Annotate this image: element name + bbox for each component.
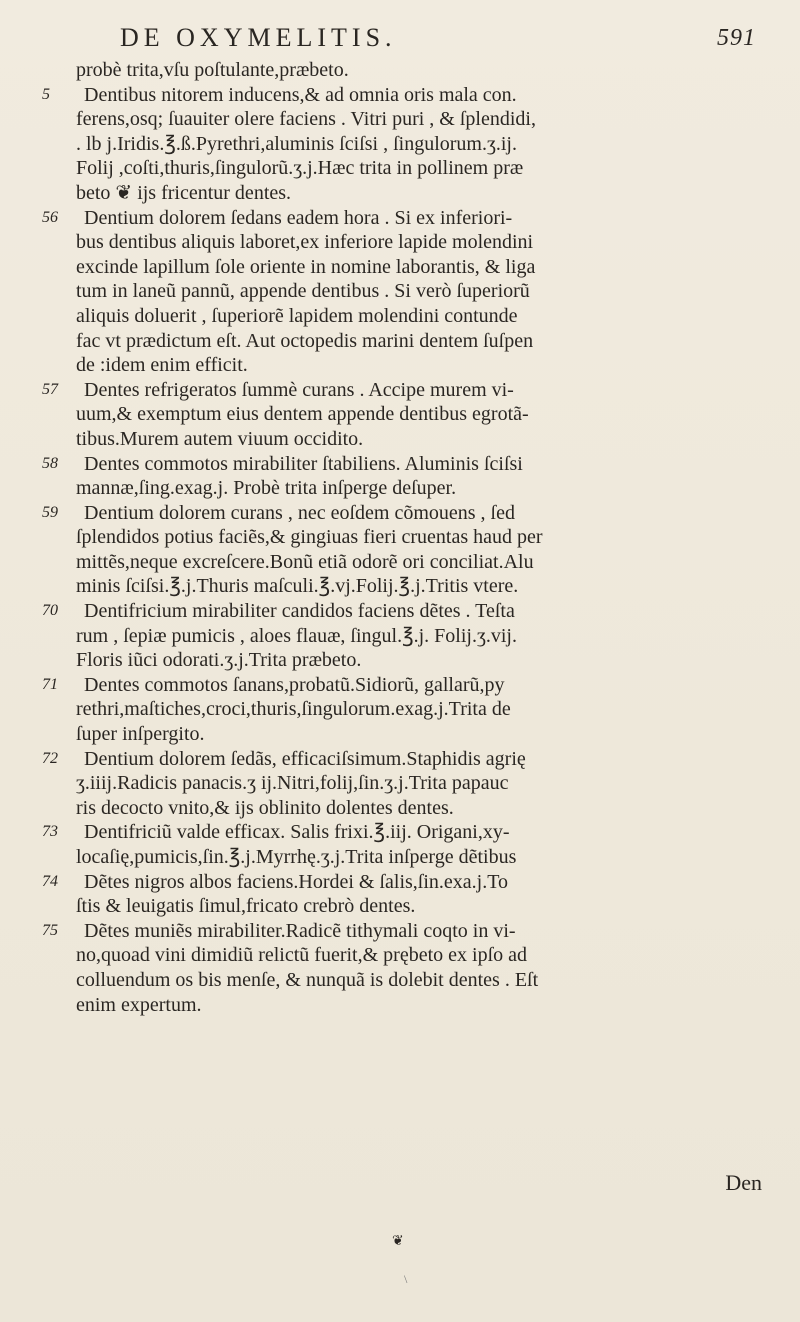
text-line: Dentes refrigeratos ſummè curans . Accipe murem vi- (84, 378, 514, 401)
text-line: uum,& exemptum eius dentem appende dentibus egrotã- (76, 403, 529, 426)
text-line: beto ❦ ijs fricentur dentes. (76, 181, 292, 204)
stray-mark: \ (404, 1272, 408, 1286)
entry-number: 5 (42, 85, 50, 103)
text-line: Dentibus nitorem inducens,& ad omnia oris mala con. (84, 83, 517, 106)
recipe-entry (44, 599, 784, 673)
text-line: Dentium dolorem ſedans eadem hora . Si ex inferiori- (84, 206, 513, 229)
text-line: Dentium dolorem ſedãs, efficaciſsimum.Staphidis agrię (84, 747, 526, 770)
text-line: aliquis doluerit , ſuperiorẽ lapidem molendini contunde (76, 304, 518, 327)
recipe-entry (44, 870, 784, 919)
recipe-entry (44, 919, 784, 1017)
text-line: ʒ.iiij.Radicis panacis.ʒ ij.Nitri,folij,ſin.ʒ.j.Trita papauc (76, 772, 509, 795)
entry-number: 72 (42, 749, 58, 767)
recipe-entry (44, 58, 784, 83)
recipe-entry (44, 378, 784, 452)
catchword: Den (725, 1170, 762, 1195)
text-line: rum , ſepiæ pumicis , aloes flauæ, ſingul.℥.j. Folij.ʒ.vij. (76, 624, 517, 647)
recipe-entry (44, 673, 784, 747)
text-line: Dẽtes nigros albos faciens.Hordei & ſalis,ſin.exa.j.To (84, 870, 509, 893)
text-line: excinde lapillum ſole oriente in nomine laborantis, & liga (76, 255, 536, 278)
text-line: Dentes commotos mirabiliter ſtabiliens. Aluminis ſciſsi (84, 452, 523, 475)
entry-number: 56 (42, 208, 58, 226)
recipe-entry (44, 747, 784, 821)
text-line: rethri,maſtiches,croci,thuris,ſingulorum.exag.j.Trita de (76, 698, 511, 721)
text-line: mannæ,ſing.exag.j. Probè trita inſperge deſuper. (76, 477, 457, 500)
text-line: Floris iũci odorati.ʒ.j.Trita præbeto. (76, 649, 362, 672)
text-line: ſplendidos potius faciẽs,& gingiuas fieri cruentas haud per (76, 526, 543, 549)
text-line: Folij ,coſti,thuris,ſingulorũ.ʒ.j.Hæc trita in pollinem præ (76, 157, 524, 180)
text-line: colluendum os bis menſe, & nunquã is dolebit dentes . Eſt (76, 968, 539, 991)
text-line: enim expertum. (76, 993, 202, 1016)
text-line: Dentes commotos ſanans,probatũ.Sidiorũ, gallarũ,py (84, 673, 505, 696)
recipe-entry (44, 452, 784, 501)
text-line: minis ſciſsi.℥.j.Thuris maſculi.℥.vj.Folij.℥.j.Tritis vtere. (76, 575, 519, 598)
text-line: Dentifricium mirabiliter candidos faciens dẽtes . Teſta (84, 600, 515, 623)
text-line: tibus.Murem autem viuum occidito. (76, 427, 364, 450)
text-line: Dentium dolorem curans , nec eoſdem cõmouens , ſed (84, 501, 515, 524)
text-line: tum in laneũ pannũ, appende dentibus . Si verò ſuperiorũ (76, 280, 530, 303)
text-line: ſuper inſpergito. (76, 723, 205, 746)
text-line: ferens,osq; ſuauiter olere faciens . Vitri puri , & ſplendidi, (76, 108, 536, 131)
entry-number: 74 (42, 872, 58, 890)
text-line: probè trita,vſu poſtulante,præbeto. (76, 59, 349, 81)
ornament-mark: ❦ (392, 1234, 404, 1249)
entry-number: 71 (42, 675, 58, 693)
recipe-entry (44, 206, 784, 378)
text-line: bus dentibus aliquis laboret,ex inferiore lapide molendini (76, 231, 534, 254)
text-line: no,quoad vini dimidiũ relictũ fuerit,& prębeto ex ipſo ad (76, 944, 528, 967)
recipe-entry (44, 83, 784, 206)
text-line: Dentifriciũ valde efficax. Salis frixi.℥.iij. Origani,xy- (84, 821, 510, 844)
running-header (120, 18, 770, 58)
text-line: locaſię,pumicis,ſin.℥.j.Myrrhę.ʒ.j.Trita inſperge dẽtibus (76, 846, 517, 868)
text-line: . lb j.Iridis.℥.ß.Pyrethri,aluminis ſciſsi , ſingulorum.ʒ.ij. (76, 132, 517, 155)
text-line: de :idem enim efficit. (76, 354, 248, 377)
text-line: mittẽs,neque excreſcere.Bonũ etiã odorẽ ori conciliat.Alu (76, 550, 534, 573)
text-line: ris decocto vnito,& ijs oblinito dolentes dentes. (76, 796, 454, 819)
recipe-entry (44, 820, 784, 869)
entry-number: 57 (42, 380, 58, 398)
text-line: Dẽtes muniẽs mirabiliter.Radicẽ tithymali coqto in vi- (84, 919, 516, 942)
page-number: 591 (717, 24, 756, 51)
recipe-entry (44, 501, 784, 599)
text-body (44, 58, 784, 1017)
entry-number: 58 (42, 454, 58, 472)
page-title: DE OXYMELITIS. (120, 23, 397, 52)
entry-number: 70 (42, 602, 58, 620)
entry-number: 59 (42, 503, 58, 521)
entry-number: 75 (42, 921, 58, 939)
entry-number: 73 (42, 823, 58, 841)
text-line: ſtis & leuigatis ſimul,fricato crebrò dentes. (76, 895, 416, 918)
text-line: fac vt prædictum eſt. Aut octopedis marini dentem ſuſpen (76, 329, 534, 352)
